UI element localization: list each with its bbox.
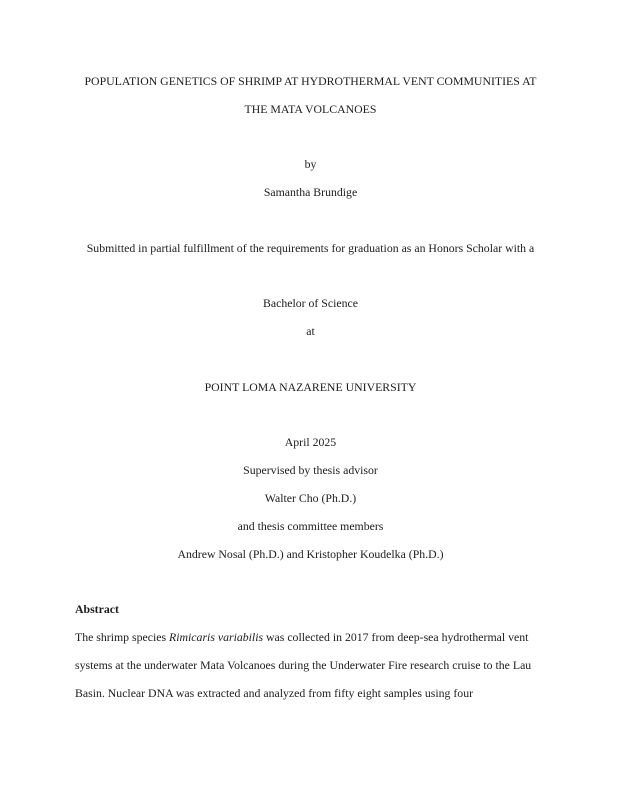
abstract-heading: Abstract [75,602,119,617]
committee-intro: and thesis committee members [237,518,384,533]
title-page-section [75,68,546,596]
committee-names: Andrew Nosal (Ph.D.) and Kristopher Koudelka (Ph.D.) [177,546,444,561]
spacer-line [75,124,546,152]
abstract-section [75,596,546,707]
byline-label: by [304,157,317,172]
degree-name: Bachelor of Science [263,296,358,311]
spacer-line [75,207,546,235]
abstract-line-3: Basin. Nuclear DNA was extracted and analyzed from fifty eight samples using four [75,685,474,700]
at-label: at [306,324,315,339]
abstract-line-2: systems at the underwater Mata Volcanoes during the Underwater Fire research cruise to the Lau [75,657,532,672]
author-name: Samantha Brundige [263,185,358,200]
spacer-line [75,263,546,291]
publication-date: April 2025 [284,435,337,450]
spacer-line [75,568,546,596]
thesis-title-line-2: THE MATA VOLCANOES [244,101,377,116]
species-name-italic: Rimicaris variabilis [169,629,264,644]
abstract-line-1-start: The shrimp species [75,629,170,644]
university-name: POINT LOMA NAZARENE UNIVERSITY [204,379,417,394]
spacer-line [75,346,546,374]
thesis-title-line-1: POPULATION GENETICS OF SHRIMP AT HYDROTHERMAL VENT COMMUNITIES AT [84,74,537,88]
abstract-line-1-rest: was collected in 2017 from deep-sea hydrothermal vent [263,629,529,644]
advisor-intro: Supervised by thesis advisor [243,463,378,478]
advisor-name: Walter Cho (Ph.D.) [264,490,357,505]
submission-statement: Submitted in partial fulfillment of the requirements for graduation as an Honors Scholar with a [86,240,535,255]
abstract-line-1 [75,624,546,652]
spacer-line [75,402,546,430]
